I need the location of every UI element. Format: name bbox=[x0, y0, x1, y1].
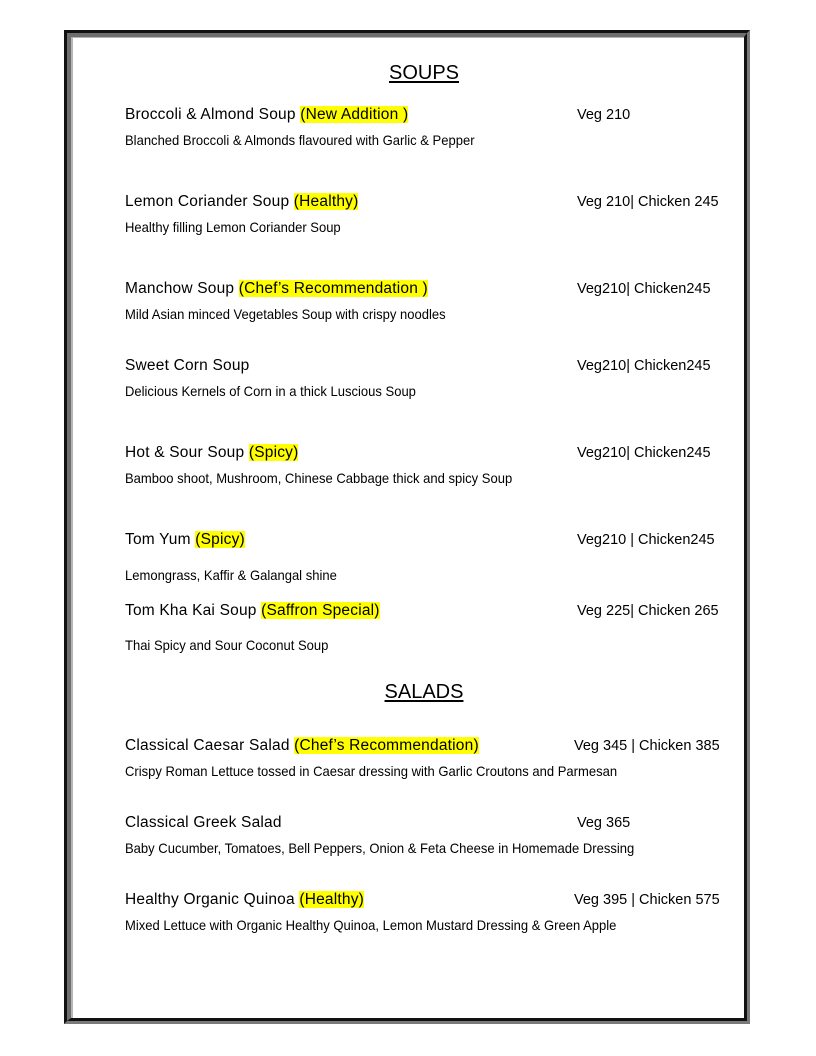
page-border-inner bbox=[67, 33, 747, 1021]
item-price: Veg 210| Chicken 245 bbox=[577, 194, 719, 210]
item-name: Broccoli & Almond Soup bbox=[125, 106, 301, 123]
item-name: Lemon Coriander Soup bbox=[125, 193, 290, 210]
item-description: Thai Spicy and Sour Coconut Soup bbox=[125, 637, 329, 653]
item-description: Mild Asian minced Vegetables Soup with crispy noodles bbox=[125, 306, 446, 322]
section-heading-soups: SOUPS bbox=[388, 62, 460, 84]
item-description: Lemongrass, Kaffir & Galangal shine bbox=[125, 567, 337, 583]
item-description: Baby Cucumber, Tomatoes, Bell Peppers, Onion & Feta Cheese in Homemade Dressing bbox=[125, 840, 635, 856]
item-price: Veg 210 bbox=[577, 107, 631, 123]
item-title bbox=[125, 106, 408, 124]
item-title bbox=[125, 280, 428, 298]
item-description: Crispy Roman Lettuce tossed in Caesar dressing with Garlic Croutons and Parmesan bbox=[125, 763, 618, 779]
item-tag: (New Addition ) bbox=[300, 106, 409, 123]
item-tag: (Chef’s Recommendation) bbox=[294, 737, 479, 754]
item-title bbox=[125, 602, 380, 620]
item-tag: (Healthy) bbox=[293, 193, 359, 210]
item-price: Veg210 | Chicken245 bbox=[577, 532, 715, 548]
item-description: Delicious Kernels of Corn in a thick Luscious Soup bbox=[125, 383, 416, 399]
item-name: Hot & Sour Soup bbox=[125, 444, 245, 461]
item-description: Mixed Lettuce with Organic Healthy Quinoa, Lemon Mustard Dressing & Green Apple bbox=[125, 917, 617, 933]
item-name: Tom Kha Kai Soup bbox=[125, 602, 257, 619]
item-title bbox=[125, 737, 479, 755]
item-price: Veg 365 bbox=[577, 815, 631, 831]
item-name: Tom Yum bbox=[125, 531, 191, 548]
item-description: Bamboo shoot, Mushroom, Chinese Cabbage thick and spicy Soup bbox=[125, 470, 513, 486]
item-name: Sweet Corn Soup bbox=[125, 357, 250, 374]
item-tag: (Healthy) bbox=[299, 891, 365, 908]
item-title bbox=[125, 193, 358, 211]
item-description: Healthy filling Lemon Coriander Soup bbox=[125, 219, 341, 235]
item-tag: (Spicy) bbox=[248, 444, 299, 461]
item-name: Classical Greek Salad bbox=[125, 814, 282, 831]
item-price: Veg210| Chicken245 bbox=[577, 358, 711, 374]
item-title bbox=[125, 357, 250, 375]
item-tag: (Chef’s Recommendation ) bbox=[238, 280, 428, 297]
item-price: Veg210| Chicken245 bbox=[577, 281, 711, 297]
item-price: Veg 395 | Chicken 575 bbox=[574, 892, 720, 908]
page-border bbox=[64, 30, 750, 1024]
item-name: Healthy Organic Quinoa bbox=[125, 891, 295, 908]
item-price: Veg210| Chicken245 bbox=[577, 445, 711, 461]
item-name: Manchow Soup bbox=[125, 280, 235, 297]
item-price: Veg 345 | Chicken 385 bbox=[574, 738, 720, 754]
item-title bbox=[125, 814, 282, 832]
item-title bbox=[125, 444, 298, 462]
section-heading-salads: SALADS bbox=[384, 681, 464, 703]
item-description: Blanched Broccoli & Almonds flavoured with Garlic & Pepper bbox=[125, 132, 475, 148]
item-title bbox=[125, 891, 364, 909]
item-tag: (Spicy) bbox=[195, 531, 245, 548]
item-name: Classical Caesar Salad bbox=[125, 737, 290, 754]
item-tag: (Saffron Special) bbox=[261, 602, 380, 619]
item-title bbox=[125, 531, 245, 549]
item-price: Veg 225| Chicken 265 bbox=[577, 603, 719, 619]
